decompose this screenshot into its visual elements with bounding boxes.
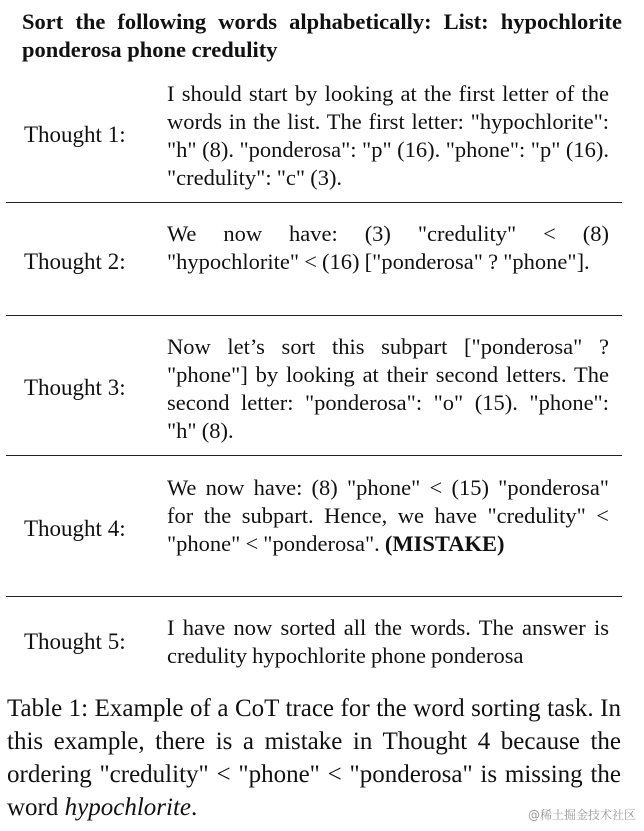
thought-label: Thought 3: (24, 375, 126, 400)
table-row (6, 455, 622, 597)
thought-label: Thought 2: (24, 249, 126, 274)
table-row (6, 596, 622, 682)
caption-text: Table 1: Example of a CoT trace for the word sorting task. In this example, there is a mistake in Thought 4 because the ordering "credulity" < "phone" < "ponderosa" is missing the word (7, 695, 621, 821)
table-caption (7, 692, 621, 824)
mistake-marker: (MISTAKE) (384, 531, 505, 556)
caption-end: . (191, 794, 198, 821)
thought-text-body: We now have: (8) "phone" < (15) "ponderosa" for the subpart. Hence, we have "credulity" < "phone" < "ponderosa". (167, 475, 609, 556)
thought-text: We now have: (3) "credulity" < (8) "hypochlorite" < (16) ["ponderosa" ? "phone"]. (167, 221, 609, 274)
thought-text (167, 474, 609, 558)
thought-text: I should start by looking at the first letter of the words in the list. The first letter: "hypochlorite": "h" (8). "ponderosa": "p" (16). "phone": "p" (16). "credulity": "c" (3). (167, 81, 609, 190)
table-row (6, 70, 622, 203)
caption-emphasis: hypochlorite (64, 794, 191, 821)
thought-text: I have now sorted all the words. The answer is credulity hypochlorite phone ponderosa (167, 615, 609, 668)
watermark: @稀土掘金技术社区 (527, 808, 636, 822)
thought-text: Now let’s sort this subpart ["ponderosa" ? "phone"] by looking at their second letters. The second letter: "ponderosa": "o" (15). "phone": "h" (8). (167, 334, 609, 443)
table-row (6, 315, 622, 456)
thought-label: Thought 5: (24, 629, 126, 654)
table-row (6, 202, 622, 316)
thought-label: Thought 1: (24, 122, 126, 147)
task-prompt: Sort the following words alphabetically: List: hypochlorite ponderosa phone credulity (22, 9, 622, 62)
thought-label: Thought 4: (24, 516, 126, 541)
